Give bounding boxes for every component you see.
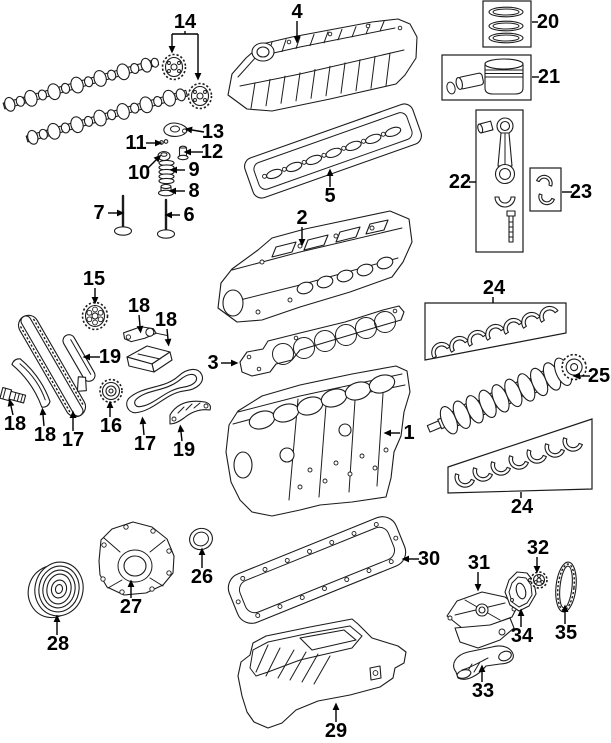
callout-piston [532, 66, 560, 88]
callout-number-oil-pump[interactable]: 31 [467, 552, 491, 574]
callout-number-valve-keeper[interactable]: 11 [125, 132, 147, 154]
rod-bearings-drawing [530, 168, 561, 211]
callout-number-head-gasket[interactable]: 3 [207, 352, 219, 374]
callout-number-rod-bearings[interactable]: 23 [569, 181, 593, 203]
callout-number-chain-guide-bracket[interactable]: 18 [154, 309, 178, 331]
callout-number-main-bearings-lower[interactable]: 24 [510, 496, 534, 518]
callout-pump-cover [511, 609, 534, 648]
callout-number-intake-valve[interactable]: 6 [183, 204, 195, 226]
callout-number-engine-block[interactable]: 1 [403, 422, 415, 444]
callout-number-chain-guide-left[interactable]: 18 [33, 424, 57, 446]
callout-exhaust-valve [93, 202, 124, 224]
callout-number-tensioner-bolt[interactable]: 18 [3, 413, 27, 435]
callout-number-chain-tensioner-arm[interactable]: 18 [127, 295, 151, 317]
tensioner-bolt-drawing [0, 388, 26, 405]
crank-seal-drawing [187, 525, 215, 552]
callout-number-oil-pickup[interactable]: 33 [471, 680, 495, 702]
rocker-arm-drawing [164, 123, 187, 136]
valve-cover-drawing [228, 19, 417, 111]
cam-sprocket-front-drawing [83, 303, 108, 330]
callout-arrowhead [165, 339, 172, 347]
callout-number-exhaust-valve[interactable]: 7 [93, 202, 105, 224]
callout-number-piston-rings[interactable]: 20 [536, 11, 560, 33]
oil-cap [252, 43, 274, 61]
piston-drawing [442, 55, 531, 100]
main-bearings-lower-drawing [448, 419, 592, 493]
engine-block-drawing [226, 366, 410, 516]
callout-number-pump-cover[interactable]: 34 [510, 625, 534, 647]
callout-number-cylinder-head[interactable]: 2 [296, 207, 308, 229]
callout-number-front-cover[interactable]: 27 [119, 596, 143, 618]
callout-guide-rail-lower [173, 425, 195, 461]
callout-head-gasket [207, 352, 238, 374]
callout-timing-chain-lower [134, 417, 156, 455]
callout-oil-pan-gasket [402, 548, 441, 570]
callout-number-valve-stem-seal[interactable]: 12 [200, 141, 224, 163]
callout-number-valve-cover-gasket[interactable]: 5 [324, 185, 336, 207]
callout-number-valve-spring-retainer[interactable]: 8 [188, 180, 200, 202]
callout-number-crank-pulley[interactable]: 28 [46, 633, 70, 655]
callout-arrowhead [40, 408, 47, 416]
oil-pan-gasket-drawing [224, 512, 410, 628]
callout-arrowhead [195, 73, 202, 81]
callout-number-rocker-arm[interactable]: 13 [201, 121, 225, 143]
oil-pump-drawing [447, 592, 517, 648]
callout-number-crank-sprocket[interactable]: 16 [99, 415, 123, 437]
valve-spring-drawing [159, 160, 174, 183]
callout-rod-bearings [562, 181, 592, 203]
callout-number-oil-pan[interactable]: 29 [324, 720, 348, 742]
callout-oil-pump-sprocket [527, 537, 549, 574]
callout-valve-keeper [125, 132, 162, 154]
callout-spring-cap [128, 155, 161, 184]
callout-intake-valve [165, 204, 195, 226]
chain-guide-bracket-drawing [127, 346, 172, 372]
callout-crank-seal [191, 548, 213, 589]
callout-number-cam-sprocket-front[interactable]: 15 [82, 268, 106, 290]
connecting-rod-drawing [476, 110, 523, 252]
callout-main-bearings-upper [483, 277, 506, 303]
callout-arrowhead [140, 417, 147, 425]
callout-number-spring-cap[interactable]: 10 [127, 162, 151, 184]
callout-number-valve-spring[interactable]: 9 [188, 159, 200, 181]
callout-number-oil-pump-chain[interactable]: 35 [554, 622, 578, 644]
callout-oil-pump [468, 552, 490, 592]
front-cover-drawing [99, 522, 174, 595]
oil-pump-chain-drawing [553, 561, 578, 613]
callout-tensioner-bolt [4, 399, 26, 435]
oil-pump-sprocket-drawing [531, 572, 547, 588]
callout-number-piston[interactable]: 21 [537, 66, 561, 88]
cam-sprocket-vanos-upper [163, 55, 186, 80]
callout-connecting-rod [449, 171, 476, 193]
callout-main-bearings-lower [511, 492, 534, 518]
callout-number-main-bearings-upper[interactable]: 24 [482, 277, 506, 299]
callout-rocker-arm [185, 121, 225, 143]
callout-arrowhead [169, 46, 176, 54]
callout-number-crankshaft[interactable]: 25 [587, 365, 611, 387]
intake-valve-drawing [158, 200, 175, 238]
callout-chain-guide-bracket [155, 309, 177, 346]
callout-number-timing-chain-lower[interactable]: 17 [133, 433, 157, 455]
callout-valve-spring-retainer [169, 180, 200, 202]
callout-number-oil-pump-sprocket[interactable]: 32 [526, 537, 550, 559]
callout-number-oil-pan-gasket[interactable]: 30 [417, 548, 441, 570]
cam-sprocket-vanos-lower [189, 84, 212, 109]
callout-oil-pump-chain [555, 605, 577, 645]
main-bearings-upper-drawing [425, 303, 566, 360]
oil-pan-drawing [238, 619, 406, 728]
callout-number-connecting-rod[interactable]: 22 [448, 171, 472, 193]
callout-number-guide-rail-upper[interactable]: 19 [98, 346, 122, 368]
callout-number-valve-cover[interactable]: 4 [291, 1, 303, 23]
callout-timing-chain-upper [62, 411, 84, 452]
callout-number-crank-seal[interactable]: 26 [190, 566, 214, 588]
callout-oil-pan [325, 703, 347, 743]
callout-number-guide-rail-lower[interactable]: 19 [172, 439, 196, 461]
piston-rings-drawing [483, 1, 531, 47]
callout-piston-rings [532, 11, 559, 33]
callout-arrowhead [178, 425, 185, 433]
callout-crank-sprocket [100, 401, 122, 438]
callout-arrowhead [475, 584, 482, 592]
callout-arrowhead [231, 360, 239, 367]
cylinder-head-drawing [218, 211, 412, 322]
callout-number-camshaft-sprockets[interactable]: 14 [173, 11, 197, 33]
oil-pickup-drawing [454, 646, 514, 680]
callout-chain-guide-left [34, 408, 56, 446]
callout-arrowhead [333, 703, 340, 711]
guide-rail-lower-drawing [170, 401, 210, 424]
crank-pulley-drawing [23, 556, 88, 623]
callout-cam-sprocket-front [83, 268, 105, 305]
callout-number-timing-chain-upper[interactable]: 17 [61, 429, 85, 451]
callout-crank-pulley [47, 615, 69, 656]
crank-sprocket-drawing [100, 380, 122, 403]
